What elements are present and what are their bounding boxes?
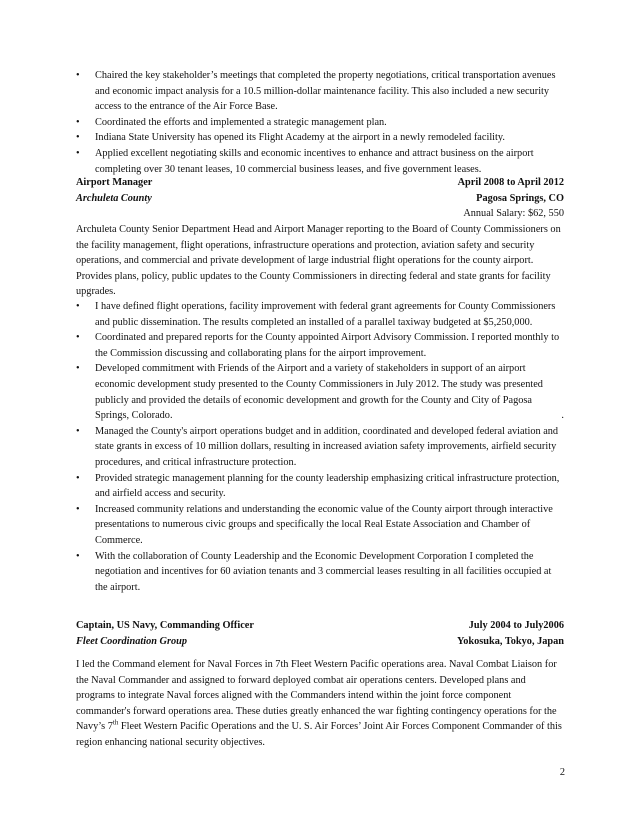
bullet-text: Chaired the key stakeholder’s meetings that completed the property negotiations, critical transportation avenues and economic impact analysis for a 10.5 million-dollar maintenance facility. This also included a new security access to the entrance of the Air Force Base.	[95, 70, 556, 113]
list-item	[76, 68, 564, 115]
list-item	[76, 299, 564, 330]
job-title: Airport Manager	[76, 177, 153, 188]
bullet-text: Developed commitment with Friends of the Airport and a variety of stakeholders in support of an airport economic development study presented to the County Commissioners in July 2012. The study was presented publicly and provided the details of economic development and growth for the County and City of Pagosa Springs, Colorado.	[95, 363, 543, 422]
job1-summary: Archuleta County Senior Department Head and Airport Manager reporting to the Board of County Commissioners on the facility management, flight operations, infrastructure operations and protection, aviation safety and security operations, and commercial and private development of large industrial flight operations for the county airport. Provides plans, policy, public updates to the County Commissioners in directing federal and state grants for facility upgrades.	[76, 224, 561, 298]
bullet-text: I have defined flight operations, facility improvement with federal grant agreements for County Commissioners and public dissemination. The results completed an installed of a parallel taxiway budgeted at $5,250,000.	[95, 301, 556, 328]
top-bullet-list	[76, 68, 564, 177]
bullet-text: With the collaboration of County Leadership and the Economic Development Corporation I completed the negotiation and incentives for 60 aviation tenants and 3 commercial leases resulting in all facilities occupied at the airport.	[95, 550, 552, 593]
job-location: Pagosa Springs, CO	[476, 192, 564, 204]
bullet-icon: •	[76, 472, 80, 484]
job-dates: April 2008 to April 2012	[457, 177, 564, 188]
bullet-icon: •	[76, 425, 80, 437]
bullet-text: Indiana State University has opened its Flight Academy at the airport in a newly remodeled facility.	[95, 132, 505, 144]
bullet-icon: •	[76, 550, 80, 562]
bullet-text: Coordinated the efforts and implemented a strategic management plan.	[95, 116, 387, 128]
job-title: Captain, US Navy, Commanding Officer	[76, 620, 254, 631]
summary-text-part1: I led the Command element for Naval Forces in 7th Fleet Western Pacific operations area. Naval Combat Liaison for the Naval Commander and assigned to forward deployed combat air operations centers. Developed plans and programs to integrate Naval forces aligned with the Commanders intend within the joint force component commander's forward operations area. These duties greatly enhanced the war fighting contingency operations for the Navy’s 7	[76, 659, 557, 733]
bullet-icon: •	[76, 363, 80, 375]
list-item	[76, 330, 564, 361]
bullet-text: Increased community relations and understanding the economic value of the County airport through interactive presentations to numerous civic groups and specifically the local Real Estate Association and Chamber of Commerce.	[95, 503, 553, 546]
list-item	[76, 130, 564, 146]
list-item	[76, 424, 564, 471]
bullet-icon: •	[76, 503, 80, 515]
bullet-icon: •	[76, 301, 80, 312]
job2-header	[76, 618, 564, 649]
page-number: 2	[559, 767, 565, 778]
bullet-text: Managed the County's airport operations budget and in addition, coordinated and developed federal aviation and state grants in excess of 10 million dollars, resulting in increased aviation safety improvements, airfield security procedures, and critical infrastructure protection.	[95, 425, 559, 468]
bullet-text: Provided strategic management planning for the county leadership emphasizing critical infrastructure protection, and airfield access and security.	[95, 472, 560, 500]
bullet-icon: •	[76, 332, 80, 344]
job1-header	[76, 175, 564, 222]
job-organization: Archuleta County	[76, 192, 152, 204]
list-item	[76, 146, 564, 177]
bullet-text: Coordinated and prepared reports for the County appointed Airport Advisory Commission. I reported monthly to the Commission discussing and collaborating plans for the airport improvement.	[95, 332, 560, 359]
bullet-icon: •	[76, 132, 80, 144]
summary-text-part2: Fleet Western Pacific Operations and the U. S. Air Forces’ Joint Air Forces Component Commander of this region enhancing national security objectives.	[76, 721, 562, 748]
stray-period: .	[561, 410, 564, 422]
job1-bullet-list	[76, 299, 564, 595]
list-item	[76, 549, 564, 596]
list-item	[76, 115, 564, 131]
list-item	[76, 471, 564, 502]
job-location: Yokosuka, Tokyo, Japan	[456, 635, 564, 647]
list-item	[76, 502, 564, 549]
summary-superscript: th	[112, 718, 119, 727]
job2-summary	[76, 657, 564, 751]
job-organization: Fleet Coordination Group	[76, 635, 187, 647]
bullet-icon: •	[76, 116, 80, 128]
job-dates: July 2004 to July2006	[468, 620, 564, 631]
bullet-icon: •	[76, 147, 80, 159]
bullet-icon: •	[76, 70, 80, 81]
bullet-text: Applied excellent negotiating skills and economic incentives to enhance and attract business on the airport completing over 30 tenant leases, 10 commercial business leases, and five government leases.	[95, 147, 534, 175]
list-item	[76, 361, 564, 423]
job-salary: Annual Salary: $62, 550	[463, 208, 564, 220]
